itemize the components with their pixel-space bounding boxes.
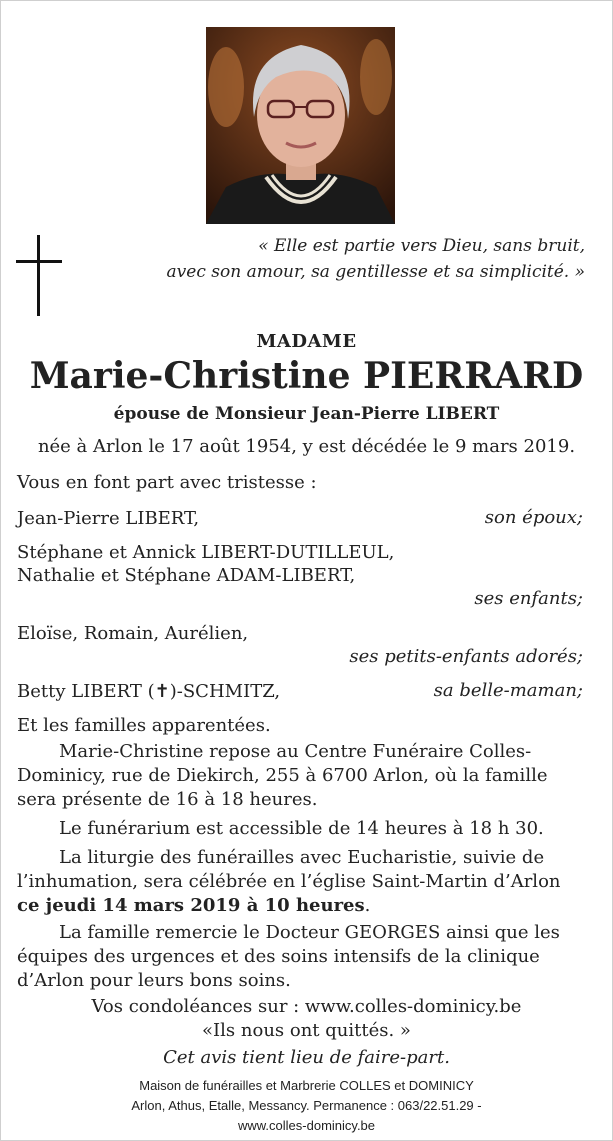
spouse-line: épouse de Monsieur Jean-Pierre LIBERT bbox=[113, 404, 500, 424]
thanks-paragraph: La famille remercie le Docteur GEORGES ainsi que les équipes des urgences et des soins intensifs de la clinique d’Arlon pour leurs bons soins. bbox=[17, 922, 560, 991]
quote-line-2: avec son amour, sa gentillesse et sa simplicité. » bbox=[166, 262, 585, 282]
intro-line: Vous en font part avec tristesse : bbox=[17, 472, 317, 493]
relatives-line: Et les familles apparentées. bbox=[17, 715, 271, 736]
funerarium-paragraph: Le funérarium est accessible de 14 heures à 18 h 30. bbox=[59, 818, 544, 839]
footer-line-2: Arlon, Athus, Etalle, Messancy. Permanence : 063/22.51.29 - bbox=[131, 1098, 482, 1113]
liturgy-end: . bbox=[364, 895, 371, 916]
liturgy-paragraph bbox=[17, 846, 577, 918]
children-line-1: Stéphane et Annick LIBERT-DUTILLEUL, bbox=[17, 542, 395, 563]
children-role: ses enfants; bbox=[474, 588, 583, 609]
mother-in-law-role: sa belle-maman; bbox=[433, 680, 583, 701]
mother-in-law-name-a: Betty LIBERT ( bbox=[17, 681, 155, 702]
mother-in-law-name-b: )-SCHMITZ, bbox=[169, 681, 281, 702]
quote-line-1: « Elle est partie vers Dieu, sans bruit, bbox=[258, 236, 585, 256]
deceased-name: Marie-Christine PIERRARD bbox=[29, 355, 584, 397]
mother-in-law-line bbox=[17, 680, 280, 703]
cross-icon bbox=[16, 235, 62, 316]
honorific: MADAME bbox=[256, 331, 357, 352]
birth-death-line: née à Arlon le 17 août 1954, y est décédée le 9 mars 2019. bbox=[37, 436, 576, 457]
children-line-2: Nathalie et Stéphane ADAM-LIBERT, bbox=[17, 565, 356, 586]
epitaph-quote bbox=[167, 233, 585, 285]
grandchildren-role: ses petits-enfants adorés; bbox=[349, 646, 583, 667]
notice-line: Cet avis tient lieu de faire-part. bbox=[163, 1047, 450, 1068]
portrait-photo bbox=[206, 27, 395, 224]
footer-website: www.colles-dominicy.be bbox=[237, 1118, 376, 1133]
liturgy-date: ce jeudi 14 mars 2019 à 10 heures bbox=[17, 895, 365, 916]
husband-name: Jean-Pierre LIBERT, bbox=[17, 508, 200, 529]
liturgy-text: La liturgie des funérailles avec Eucharistie, suivie de l’inhumation, sera célébrée en l’église Saint-Martin d’Arlon bbox=[17, 847, 561, 892]
grandchildren-line: Eloïse, Romain, Aurélien, bbox=[17, 623, 249, 644]
deceased-cross-icon: ✝ bbox=[154, 681, 170, 702]
husband-role: son époux; bbox=[484, 507, 583, 528]
closing-quote: «Ils nous ont quittés. » bbox=[202, 1020, 411, 1041]
footer-line-1: Maison de funérailles et Marbrerie COLLES et DOMINICY bbox=[139, 1078, 474, 1093]
repose-paragraph: Marie-Christine repose au Centre Funéraire Colles-Dominicy, rue de Diekirch, 255 à 6700 Arlon, où la famille sera présente de 16 à 18 heures. bbox=[17, 741, 548, 810]
condolences-line: Vos condoléances sur : www.colles-dominicy.be bbox=[91, 996, 522, 1017]
